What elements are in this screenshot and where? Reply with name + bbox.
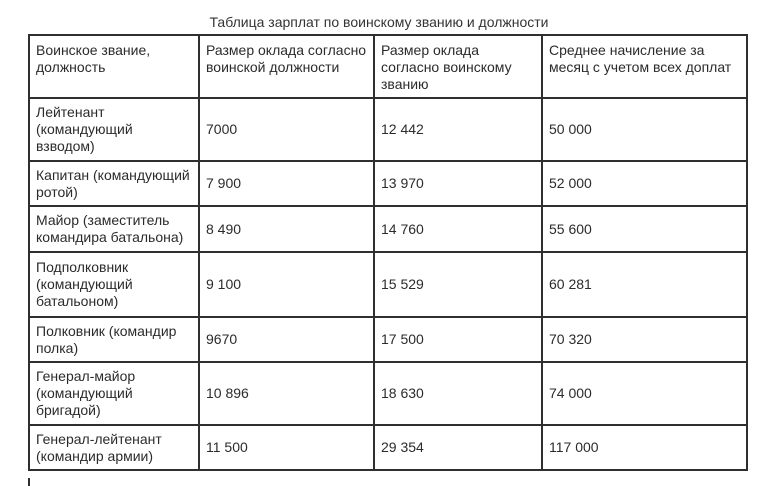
cell-monthly-total: 117 000: [542, 425, 747, 470]
cell-monthly-total: 52 000: [542, 161, 747, 206]
table-row: [29, 362, 747, 425]
cell-position-salary: 9670: [199, 317, 374, 362]
cell-monthly-total: 55 600: [542, 206, 747, 252]
salary-table: [28, 34, 748, 471]
cell-rank: Генерал-майор (командующий бригадой): [29, 362, 199, 425]
table-header-row: [29, 35, 747, 98]
cell-monthly-total: 74 000: [542, 362, 747, 425]
cell-position-salary: 10 896: [199, 362, 374, 425]
cell-rank-salary: 12 442: [374, 98, 542, 161]
cell-position-salary: 8 490: [199, 206, 374, 252]
cell-rank-salary: 17 500: [374, 317, 542, 362]
cell-rank: Капитан (командующий ротой): [29, 161, 199, 206]
cell-monthly-total: 70 320: [542, 317, 747, 362]
cell-position-salary: 7000: [199, 98, 374, 161]
cell-rank-salary: 18 630: [374, 362, 542, 425]
table-bottom-edge: [28, 478, 30, 486]
cell-rank-salary: 29 354: [374, 425, 542, 470]
table-row: [29, 317, 747, 362]
column-header-monthly-total: Среднее начисление за месяц с учетом всех доплат: [542, 35, 747, 98]
cell-rank: Майор (заместитель командира батальона): [29, 206, 199, 252]
cell-rank-salary: 13 970: [374, 161, 542, 206]
cell-rank-salary: 14 760: [374, 206, 542, 252]
cell-position-salary: 7 900: [199, 161, 374, 206]
cell-position-salary: 11 500: [199, 425, 374, 470]
cell-rank: Полковник (командир полка): [29, 317, 199, 362]
cell-monthly-total: 50 000: [542, 98, 747, 161]
cell-position-salary: 9 100: [199, 252, 374, 317]
table-row: [29, 98, 747, 161]
cell-rank: Генерал-лейтенант (командир армии): [29, 425, 199, 470]
table-row: [29, 425, 747, 470]
table-row: [29, 252, 747, 317]
column-header-rank-salary: Размер оклада согласно воинскому званию: [374, 35, 542, 98]
column-header-rank: Воинское звание, должность: [29, 35, 199, 98]
cell-rank: Лейтенант (командующий взводом): [29, 98, 199, 161]
table-row: [29, 206, 747, 252]
table-row: [29, 161, 747, 206]
cell-rank: Подполковник (командующий батальоном): [29, 252, 199, 317]
cell-monthly-total: 60 281: [542, 252, 747, 317]
table-caption: Таблица зарплат по воинскому званию и должности: [209, 14, 549, 30]
column-header-position-salary: Размер оклада согласно воинской должности: [199, 35, 374, 98]
cell-rank-salary: 15 529: [374, 252, 542, 317]
